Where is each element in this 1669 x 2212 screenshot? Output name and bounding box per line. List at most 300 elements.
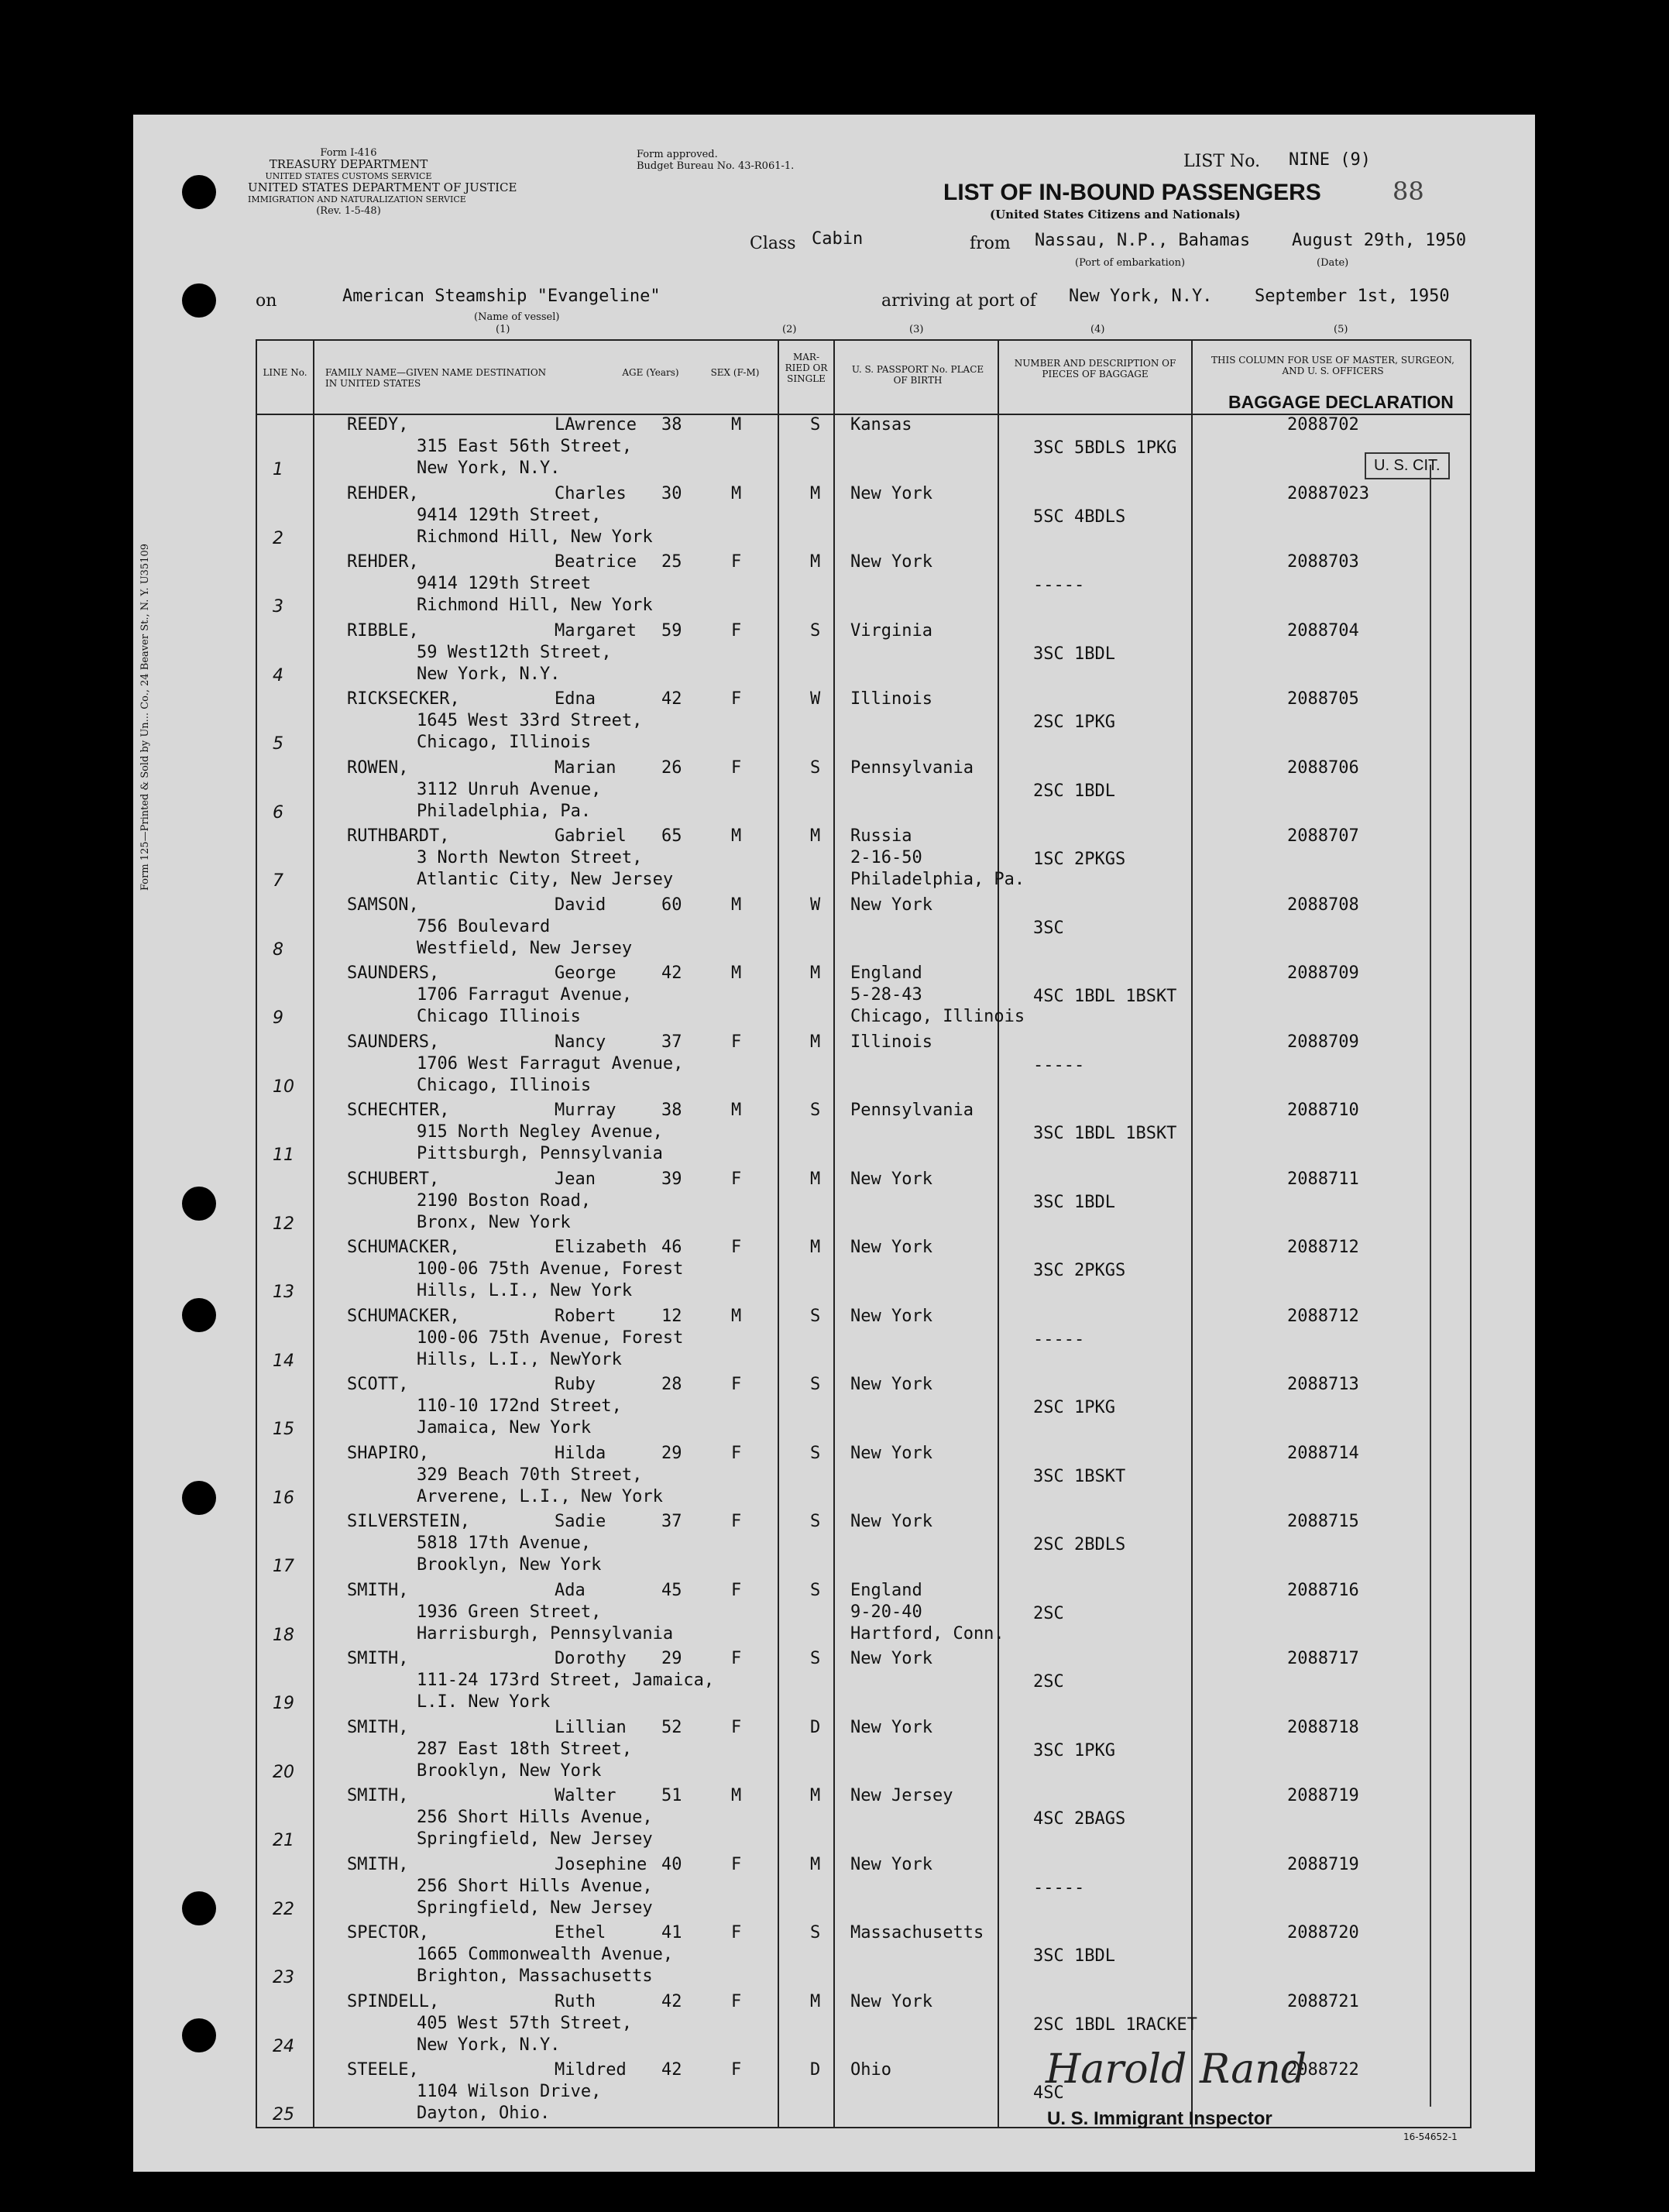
baggage-declaration: 2088712 xyxy=(1287,1306,1359,1326)
baggage-description: 2SC xyxy=(1033,1603,1064,1623)
place-of-birth: New York xyxy=(850,1649,932,1668)
marital-status: D xyxy=(810,2060,821,2080)
address-line1: 9414 129th Street xyxy=(417,574,592,593)
given-name: David xyxy=(555,895,606,915)
baggage-declaration: 2088721 xyxy=(1287,1991,1359,2011)
document-subtitle: (United States Citizens and Nationals) xyxy=(990,208,1241,222)
table-row xyxy=(0,1855,1402,1924)
given-name: Beatrice xyxy=(555,552,637,572)
approval-line: Form approved. xyxy=(637,149,718,160)
given-name: Ruby xyxy=(555,1375,596,1394)
address-line1: 256 Short Hills Avenue, xyxy=(417,1808,653,1827)
place-of-birth: Illinois xyxy=(850,1032,932,1052)
line-number: 2 xyxy=(273,528,283,548)
naturalization-date: 2-16-50 xyxy=(850,848,922,867)
address-line1: 3112 Unruh Avenue, xyxy=(417,779,602,799)
line-number: 21 xyxy=(273,1831,294,1850)
baggage-declaration: 2088717 xyxy=(1287,1649,1359,1668)
line-number: 3 xyxy=(273,597,283,617)
line-number: 17 xyxy=(273,1557,294,1576)
family-name: SPECTOR, xyxy=(347,1923,429,1942)
sex: M xyxy=(731,483,742,503)
baggage-declaration: 2088710 xyxy=(1287,1101,1359,1120)
line-number: 9 xyxy=(273,1008,283,1028)
from-port: Nassau, N.P., Bahamas xyxy=(1035,231,1251,250)
age: 42 xyxy=(661,963,682,983)
address-line2: Bronx, New York xyxy=(417,1212,571,1232)
sex: F xyxy=(731,1512,742,1531)
table-row xyxy=(0,1170,1402,1238)
sex: F xyxy=(731,1580,742,1600)
baggage-declaration: 2088722 xyxy=(1287,2060,1359,2080)
inspector-signature: Harold Rand xyxy=(1046,2046,1307,2093)
page-number: 88 xyxy=(1393,177,1424,206)
binder-hole xyxy=(182,175,216,209)
age: 51 xyxy=(661,1786,682,1805)
family-name: SAMSON, xyxy=(347,895,419,915)
given-name: Ethel xyxy=(555,1923,606,1942)
place-of-birth: Pennsylvania xyxy=(850,757,974,778)
family-name: SCHUBERT, xyxy=(347,1169,440,1189)
line-number: 19 xyxy=(273,1694,294,1713)
line-number: 13 xyxy=(273,1283,294,1302)
family-name: RICKSECKER, xyxy=(347,689,460,709)
age: 39 xyxy=(661,1169,682,1189)
given-name: Mildred xyxy=(555,2060,627,2080)
col-head-sex: SEX (F-M) xyxy=(710,367,760,378)
line-number: 11 xyxy=(273,1146,294,1165)
table-row xyxy=(0,895,1402,964)
line-number: 22 xyxy=(273,1899,294,1919)
col-head-baggage: NUMBER AND DESCRIPTION OF PIECES OF BAGGAGE xyxy=(1014,358,1176,380)
arrival-port: New York, N.Y. xyxy=(1069,287,1213,306)
given-name: Ruth xyxy=(555,1991,596,2011)
address-line1: 3 North Newton Street, xyxy=(417,848,643,867)
baggage-declaration: 20887023 xyxy=(1287,483,1369,503)
age: 59 xyxy=(661,620,682,641)
family-name: SAUNDERS, xyxy=(347,963,440,983)
marital-status: S xyxy=(810,757,821,778)
given-name: Murray xyxy=(555,1101,616,1120)
given-name: Edna xyxy=(555,689,596,709)
naturalization-place: Philadelphia, Pa. xyxy=(850,870,1025,889)
naturalization-place: Chicago, Illinois xyxy=(850,1007,1025,1026)
place-of-birth: New Jersey xyxy=(850,1786,953,1805)
place-of-birth: Ohio xyxy=(850,2060,891,2080)
marital-status: S xyxy=(810,415,821,434)
col-head-married: MAR-RIED OR SINGLE xyxy=(785,352,828,384)
family-name: SMITH, xyxy=(347,1786,409,1805)
sex: F xyxy=(731,1032,742,1052)
baggage-declaration: 2088716 xyxy=(1287,1580,1359,1600)
approval-info xyxy=(637,149,794,172)
given-name: Gabriel xyxy=(555,826,627,846)
address-line1: 1104 Wilson Drive, xyxy=(417,2082,602,2101)
baggage-declaration: 2088709 xyxy=(1287,1032,1359,1052)
table-row xyxy=(0,552,1402,621)
form-service: UNITED STATES CUSTOMS SERVICE xyxy=(265,171,432,181)
line-number: 12 xyxy=(273,1214,294,1234)
given-name: Nancy xyxy=(555,1032,606,1052)
address-line1: 756 Boulevard xyxy=(417,916,551,936)
naturalization-place: Hartford, Conn. xyxy=(850,1623,1004,1644)
sex: F xyxy=(731,1649,742,1668)
baggage-description: 4SC 2BAGS xyxy=(1033,1809,1126,1829)
sex: F xyxy=(731,552,742,572)
marital-status: S xyxy=(810,1101,821,1120)
marital-status: W xyxy=(810,895,821,915)
place-of-birth: England xyxy=(850,963,922,983)
address-line2: L.I. New York xyxy=(417,1692,551,1712)
address-line1: 256 Short Hills Avenue, xyxy=(417,1876,653,1896)
given-name: Walter xyxy=(555,1786,616,1805)
place-of-birth: New York xyxy=(850,1375,932,1394)
marital-status: S xyxy=(810,1923,821,1942)
marital-status: S xyxy=(810,1649,821,1668)
class-label: Class xyxy=(750,234,796,253)
address-line2: New York, N.Y. xyxy=(417,2035,561,2055)
place-of-birth: New York xyxy=(850,1717,932,1737)
baggage-declaration: 2088705 xyxy=(1287,689,1359,709)
address-line1: 59 West12th Street, xyxy=(417,642,612,662)
family-name: SCHUMACKER, xyxy=(347,1306,460,1326)
baggage-declaration: 2088702 xyxy=(1287,415,1359,434)
marital-status: M xyxy=(810,1032,821,1052)
age: 29 xyxy=(661,1443,682,1463)
sex: F xyxy=(731,1717,742,1737)
list-no-label: LIST No. xyxy=(1183,152,1261,171)
arriving-label: arriving at port of xyxy=(881,291,1036,311)
age: 29 xyxy=(661,1649,682,1668)
age: 38 xyxy=(661,1101,682,1120)
baggage-description: 3SC 5BDLS 1PKG xyxy=(1033,438,1177,458)
sex: M xyxy=(731,963,742,983)
given-name: Josephine xyxy=(555,1854,647,1874)
place-of-birth: Massachusetts xyxy=(850,1923,984,1942)
line-number: 18 xyxy=(273,1625,294,1645)
sex: F xyxy=(731,620,742,641)
age: 12 xyxy=(661,1306,682,1326)
table-row xyxy=(0,758,1402,827)
form-info xyxy=(248,147,517,217)
age: 52 xyxy=(661,1717,682,1737)
address-line1: 1645 West 33rd Street, xyxy=(417,711,643,730)
baggage-declaration: 2088719 xyxy=(1287,1786,1359,1805)
family-name: ROWEN, xyxy=(347,757,409,778)
place-of-birth: New York xyxy=(850,1854,932,1874)
place-of-birth: Russia xyxy=(850,826,912,846)
col-head-name: FAMILY NAME—GIVEN NAME DESTINATION IN UNITED STATES xyxy=(325,367,547,389)
address-line1: 329 Beach 70th Street, xyxy=(417,1465,643,1485)
place-of-birth: Pennsylvania xyxy=(850,1101,974,1120)
family-name: SMITH, xyxy=(347,1717,409,1737)
col-head-officer: THIS COLUMN FOR USE OF MASTER, SURGEON, AND U. S. OFFICERS xyxy=(1211,355,1454,376)
port-caption: (Port of embarkation) xyxy=(1075,257,1186,269)
family-name: REHDER, xyxy=(347,483,419,503)
sex: F xyxy=(731,1854,742,1874)
baggage-description: 3SC 1BDL xyxy=(1033,644,1115,664)
list-no-value: NINE (9) xyxy=(1289,150,1371,170)
col-number: (3) xyxy=(909,324,924,335)
family-name: SAUNDERS, xyxy=(347,1032,440,1052)
form-code: 16-54652-1 xyxy=(1403,2131,1458,2142)
class-value: Cabin xyxy=(812,229,864,249)
baggage-declaration: 2088704 xyxy=(1287,620,1359,641)
baggage-description: ----- xyxy=(1033,1877,1085,1898)
col-number: (5) xyxy=(1334,324,1348,335)
marital-status: M xyxy=(810,1991,821,2011)
age: 30 xyxy=(661,483,682,503)
baggage-description: 3SC 1BSKT xyxy=(1033,1466,1126,1486)
sex: F xyxy=(731,757,742,778)
marital-status: S xyxy=(810,1306,821,1326)
sex: M xyxy=(731,1306,742,1326)
baggage-description: 2SC 2BDLS xyxy=(1033,1535,1126,1554)
form-number: Form I-416 xyxy=(320,147,377,159)
marital-status: D xyxy=(810,1717,821,1737)
place-of-birth: New York xyxy=(850,1512,932,1531)
family-name: SMITH, xyxy=(347,1580,409,1600)
from-date: August 29th, 1950 xyxy=(1292,231,1467,250)
line-number: 25 xyxy=(273,2105,294,2124)
line-number: 23 xyxy=(273,1968,294,1987)
sex: M xyxy=(731,1786,742,1805)
age: 37 xyxy=(661,1032,682,1052)
address-line1: 1936 Green Street, xyxy=(417,1602,602,1622)
family-name: SCHECHTER, xyxy=(347,1101,450,1120)
marital-status: M xyxy=(810,1169,821,1189)
baggage-description: 2SC 1PKG xyxy=(1033,1398,1115,1417)
baggage-description: 1SC 2PKGS xyxy=(1033,850,1126,869)
table-row xyxy=(0,1101,1402,1170)
table-row xyxy=(0,1032,1402,1101)
line-number: 24 xyxy=(273,2036,294,2056)
marital-status: M xyxy=(810,963,821,983)
baggage-description: 2SC 1PKG xyxy=(1033,713,1115,732)
address-line1: 1706 West Farragut Avenue, xyxy=(417,1053,684,1073)
address-line1: 1665 Commonwealth Avenue, xyxy=(417,1945,674,1964)
family-name: STEELE, xyxy=(347,2060,419,2080)
address-line1: 2190 Boston Road, xyxy=(417,1190,592,1211)
given-name: Ada xyxy=(555,1580,586,1600)
baggage-description: ----- xyxy=(1033,1055,1085,1075)
address-line2: Hills, L.I., NewYork xyxy=(417,1349,622,1369)
given-name: Margaret xyxy=(555,620,637,641)
address-line2: Brighton, Massachusetts xyxy=(417,1966,653,1986)
address-line1: 315 East 56th Street, xyxy=(417,437,633,456)
form-service2: IMMIGRATION AND NATURALIZATION SERVICE xyxy=(248,194,466,204)
baggage-declaration-head: BAGGAGE DECLARATION xyxy=(1228,392,1454,412)
sex: F xyxy=(731,1991,742,2011)
family-name: REHDER, xyxy=(347,552,419,572)
from-label: from xyxy=(970,234,1011,253)
baggage-declaration: 2088719 xyxy=(1287,1854,1359,1874)
baggage-description: 4SC xyxy=(1033,2083,1064,2103)
marital-status: S xyxy=(810,1512,821,1531)
age: 42 xyxy=(661,1991,682,2011)
naturalization-date: 5-28-43 xyxy=(850,985,922,1005)
age: 46 xyxy=(661,1238,682,1257)
marital-status: M xyxy=(810,483,821,503)
place-of-birth: New York xyxy=(850,1991,932,2011)
col-number: (2) xyxy=(782,324,797,335)
address-line2: Chicago, Illinois xyxy=(417,1075,592,1095)
baggage-declaration: 2088714 xyxy=(1287,1443,1359,1463)
naturalization-date: 9-20-40 xyxy=(850,1602,922,1622)
place-of-birth: New York xyxy=(850,895,932,915)
address-line2: Philadelphia, Pa. xyxy=(417,801,592,821)
sex: F xyxy=(731,689,742,709)
table-row xyxy=(0,963,1402,1032)
line-number: 8 xyxy=(273,939,283,960)
table-row xyxy=(0,1375,1402,1444)
baggage-declaration: 2088709 xyxy=(1287,963,1359,983)
address-line1: 1706 Farragut Avenue, xyxy=(417,985,633,1005)
table-row xyxy=(0,1718,1402,1787)
address-line1: 915 North Negley Avenue, xyxy=(417,1122,663,1142)
table-row xyxy=(0,621,1402,690)
table-row xyxy=(0,1238,1402,1307)
place-of-birth: Kansas xyxy=(850,415,912,434)
baggage-declaration: 2088712 xyxy=(1287,1238,1359,1257)
baggage-declaration: 2088711 xyxy=(1287,1169,1359,1189)
age: 65 xyxy=(661,826,682,846)
marital-status: S xyxy=(810,620,821,641)
sex: M xyxy=(731,826,742,846)
family-name: SHAPIRO, xyxy=(347,1443,429,1463)
age: 25 xyxy=(661,552,682,572)
place-of-birth: New York xyxy=(850,1238,932,1257)
address-line1: 9414 129th Street, xyxy=(417,505,602,525)
address-line1: 110-10 172nd Street, xyxy=(417,1396,622,1416)
address-line2: Brooklyn, New York xyxy=(417,1555,602,1575)
sex: F xyxy=(731,1923,742,1942)
baggage-description: ----- xyxy=(1033,575,1085,595)
col-head-age: AGE (Years) xyxy=(622,367,679,378)
us-citizen-stamp: U. S. CIT. xyxy=(1365,452,1450,479)
binder-hole xyxy=(182,283,216,318)
given-name: Hilda xyxy=(555,1443,606,1463)
baggage-declaration: 2088715 xyxy=(1287,1512,1359,1531)
col-head-line: LINE No. xyxy=(263,367,307,378)
vessel-name: American Steamship "Evangeline" xyxy=(342,287,661,306)
family-name: SMITH, xyxy=(347,1649,409,1668)
address-line2: Pittsburgh, Pennsylvania xyxy=(417,1144,663,1163)
col-head-passport: U. S. PASSPORT No. PLACE OF BIRTH xyxy=(851,364,984,386)
approval-line: Budget Bureau No. 43-R061-1. xyxy=(637,160,795,172)
given-name: Robert xyxy=(555,1306,616,1326)
table-row xyxy=(0,1444,1402,1513)
table-row xyxy=(0,1307,1402,1376)
col-number: (1) xyxy=(496,324,510,335)
marital-status: W xyxy=(810,689,821,709)
vessel-caption: (Name of vessel) xyxy=(474,311,560,323)
baggage-description: 2SC 1BDL 1RACKET xyxy=(1033,2014,1197,2035)
baggage-description: 2SC 1BDL xyxy=(1033,781,1115,801)
address-line1: 100-06 75th Avenue, Forest xyxy=(417,1328,684,1348)
address-line2: Arverene, L.I., New York xyxy=(417,1486,663,1506)
address-line2: Harrisburgh, Pennsylvania xyxy=(417,1623,674,1644)
form-rev: (Rev. 1-5-48) xyxy=(316,205,381,217)
place-of-birth: England xyxy=(850,1580,922,1600)
age: 45 xyxy=(661,1580,682,1600)
family-name: SPINDELL, xyxy=(347,1991,440,2011)
marital-status: M xyxy=(810,1786,821,1805)
age: 26 xyxy=(661,757,682,778)
table-row xyxy=(0,1923,1402,1992)
place-of-birth: New York xyxy=(850,1306,932,1326)
address-line2: Westfield, New Jersey xyxy=(417,938,633,958)
line-number: 4 xyxy=(273,665,283,685)
line-number: 16 xyxy=(273,1488,294,1508)
place-of-birth: New York xyxy=(850,1169,932,1189)
address-line2: Chicago, Illinois xyxy=(417,733,592,752)
document-title: LIST OF IN-BOUND PASSENGERS xyxy=(943,180,1321,205)
table-row xyxy=(0,484,1402,553)
table-row xyxy=(0,415,1402,484)
line-number: 15 xyxy=(273,1420,294,1439)
baggage-description: 3SC 1PKG xyxy=(1033,1740,1115,1760)
place-of-birth: New York xyxy=(850,552,932,572)
line-number: 14 xyxy=(273,1351,294,1371)
line-number: 5 xyxy=(273,734,283,754)
baggage-declaration: 2088718 xyxy=(1287,1717,1359,1737)
sex: F xyxy=(731,2060,742,2080)
baggage-declaration: 2088713 xyxy=(1287,1375,1359,1394)
sex: M xyxy=(731,895,742,915)
address-line2: Dayton, Ohio. xyxy=(417,2104,551,2123)
family-name: REEDY, xyxy=(347,415,409,434)
sex: M xyxy=(731,415,742,434)
line-number: 10 xyxy=(273,1077,294,1097)
family-name: SILVERSTEIN, xyxy=(347,1512,470,1531)
baggage-description: 3SC 1BDL 1BSKT xyxy=(1033,1124,1177,1143)
table-row xyxy=(0,1512,1402,1581)
inspector-label: U. S. Immigrant Inspector xyxy=(1047,2108,1272,2129)
given-name: Elizabeth xyxy=(555,1238,647,1257)
line-number: 1 xyxy=(273,460,283,479)
address-line2: Richmond Hill, New York xyxy=(417,527,653,547)
address-line2: Chicago Illinois xyxy=(417,1007,581,1026)
address-line2: New York, N.Y. xyxy=(417,664,561,684)
marital-status: M xyxy=(810,1238,821,1257)
age: 42 xyxy=(661,689,682,709)
age: 37 xyxy=(661,1512,682,1531)
address-line2: Richmond Hill, New York xyxy=(417,596,653,615)
age: 42 xyxy=(661,2060,682,2080)
form-dept2: UNITED STATES DEPARTMENT OF JUSTICE xyxy=(248,180,517,194)
table-row xyxy=(0,1581,1402,1650)
address-line1: 100-06 75th Avenue, Forest xyxy=(417,1259,684,1279)
sex: F xyxy=(731,1443,742,1463)
age: 40 xyxy=(661,1854,682,1874)
marital-status: M xyxy=(810,552,821,572)
marital-status: M xyxy=(810,826,821,846)
address-line2: New York, N.Y. xyxy=(417,459,561,478)
family-name: RUTHBARDT, xyxy=(347,826,450,846)
given-name: Charles xyxy=(555,483,627,503)
form-dept: TREASURY DEPARTMENT xyxy=(269,157,428,171)
address-line2: Springfield, New Jersey xyxy=(417,1898,653,1918)
baggage-description: 4SC 1BDL 1BSKT xyxy=(1033,987,1177,1006)
address-line1: 287 East 18th Street, xyxy=(417,1739,633,1759)
family-name: SCOTT, xyxy=(347,1375,409,1394)
given-name: Sadie xyxy=(555,1512,606,1531)
table-row xyxy=(0,826,1402,895)
side-printer-text: Form 125—Printed & Sold by Un... Co., 24 Beaver St., N. Y. U35109 xyxy=(139,543,151,891)
baggage-declaration: 2088707 xyxy=(1287,826,1359,846)
table-row xyxy=(0,1649,1402,1718)
